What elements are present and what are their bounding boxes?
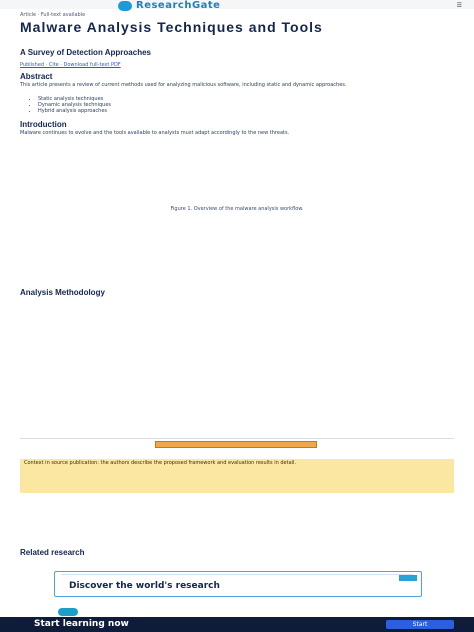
site-logo-text[interactable]: ResearchGate [136,0,221,11]
highlighted-passage [20,459,454,493]
cta-bar [0,617,474,632]
section-heading-abstract: Abstract [20,72,53,81]
breadcrumb[interactable]: Article · Full-text available [20,12,86,18]
ad-divider [61,574,413,575]
cta-text: Start learning now [34,619,129,629]
section-heading-related: Related research [20,548,85,557]
page-subtitle: A Survey of Detection Approaches [20,48,151,57]
article-meta-links[interactable]: Published · Cite · Download full-text PDF [20,62,121,68]
figure-toolbar[interactable] [155,441,317,448]
ad-title: Discover the world's research [69,581,220,591]
page-title: Malware Analysis Techniques and Tools [20,19,323,35]
section-heading-introduction: Introduction [20,120,67,129]
ad-button[interactable] [399,575,417,581]
section-heading-methodology: Analysis Methodology [20,288,105,297]
list-item: • Dynamic analysis techniques [38,102,458,108]
ad-banner[interactable] [54,571,422,597]
figure-caption: Figure 1. Overview of the malware analysis workflow. [170,206,304,212]
divider [20,438,454,439]
cta-button[interactable]: Start [386,620,454,629]
menu-icon[interactable]: ☰ [456,2,462,9]
logo-icon[interactable] [118,1,132,11]
list-item: • Static analysis techniques [38,96,458,102]
section-text-introduction: Malware continues to evolve and the tools available to analysts must adapt accordingly to the new threats. [20,130,290,136]
highlight-text: Context in source publication: the authors describe the proposed framework and evaluation results in detail. [24,460,297,466]
section-text-abstract: This article presents a review of current methods used for analyzing malicious software, including static and dynamic approaches. [20,82,347,88]
bullet-list [30,96,458,114]
list-item: • Hybrid analysis approaches [38,108,458,114]
ad-logo-icon [58,608,78,616]
